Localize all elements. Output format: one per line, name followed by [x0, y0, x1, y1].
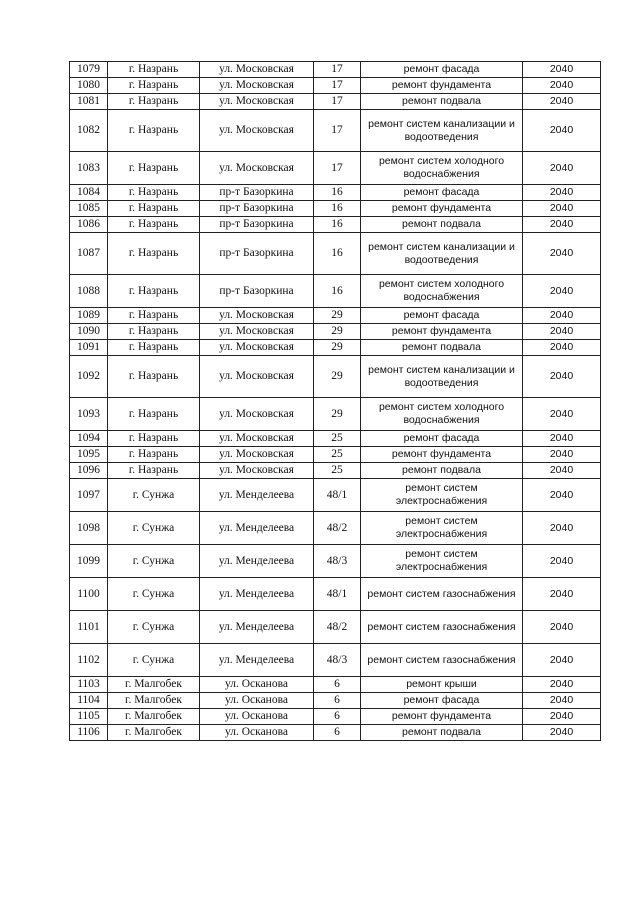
work-type-cell: ремонт систем холодного водоснабжения	[361, 398, 523, 431]
table-row	[70, 78, 601, 94]
table-row	[70, 356, 601, 398]
year-cell: 2040	[523, 611, 601, 644]
street-cell: пр-т Базоркина	[200, 201, 314, 217]
city-cell: г. Назрань	[108, 185, 200, 201]
table-row	[70, 275, 601, 308]
year-cell: 2040	[523, 340, 601, 356]
street-cell: ул. Московская	[200, 447, 314, 463]
house-number-cell: 17	[314, 62, 361, 78]
table-row	[70, 110, 601, 152]
work-type-cell: ремонт подвала	[361, 94, 523, 110]
city-cell: г. Сунжа	[108, 545, 200, 578]
row-number-cell: 1102	[70, 644, 108, 677]
street-cell: ул. Осканова	[200, 693, 314, 709]
street-cell: ул. Осканова	[200, 677, 314, 693]
street-cell: пр-т Базоркина	[200, 185, 314, 201]
house-number-cell: 17	[314, 78, 361, 94]
house-number-cell: 25	[314, 447, 361, 463]
street-cell: ул. Осканова	[200, 725, 314, 741]
year-cell: 2040	[523, 578, 601, 611]
work-type-cell: ремонт подвала	[361, 463, 523, 479]
house-number-cell: 48/1	[314, 479, 361, 512]
city-cell: г. Назрань	[108, 78, 200, 94]
year-cell: 2040	[523, 725, 601, 741]
year-cell: 2040	[523, 693, 601, 709]
table-body	[70, 62, 601, 741]
city-cell: г. Малгобек	[108, 725, 200, 741]
house-number-cell: 16	[314, 185, 361, 201]
street-cell: ул. Менделеева	[200, 545, 314, 578]
house-number-cell: 6	[314, 693, 361, 709]
work-type-cell: ремонт систем холодного водоснабжения	[361, 275, 523, 308]
city-cell: г. Назрань	[108, 94, 200, 110]
street-cell: ул. Московская	[200, 78, 314, 94]
year-cell: 2040	[523, 217, 601, 233]
house-number-cell: 48/2	[314, 611, 361, 644]
city-cell: г. Назрань	[108, 217, 200, 233]
house-number-cell: 17	[314, 94, 361, 110]
work-type-cell: ремонт фундамента	[361, 709, 523, 725]
row-number-cell: 1088	[70, 275, 108, 308]
work-type-cell: ремонт фасада	[361, 62, 523, 78]
year-cell: 2040	[523, 78, 601, 94]
house-number-cell: 6	[314, 677, 361, 693]
table-row	[70, 217, 601, 233]
year-cell: 2040	[523, 110, 601, 152]
year-cell: 2040	[523, 644, 601, 677]
house-number-cell: 6	[314, 725, 361, 741]
city-cell: г. Назрань	[108, 340, 200, 356]
city-cell: г. Назрань	[108, 152, 200, 185]
city-cell: г. Малгобек	[108, 693, 200, 709]
work-type-cell: ремонт систем электроснабжения	[361, 545, 523, 578]
year-cell: 2040	[523, 677, 601, 693]
street-cell: ул. Московская	[200, 356, 314, 398]
city-cell: г. Сунжа	[108, 512, 200, 545]
row-number-cell: 1097	[70, 479, 108, 512]
house-number-cell: 29	[314, 324, 361, 340]
city-cell: г. Сунжа	[108, 479, 200, 512]
work-type-cell: ремонт фасада	[361, 308, 523, 324]
house-number-cell: 29	[314, 398, 361, 431]
work-type-cell: ремонт систем газоснабжения	[361, 611, 523, 644]
house-number-cell: 29	[314, 356, 361, 398]
table-row	[70, 512, 601, 545]
city-cell: г. Назрань	[108, 356, 200, 398]
year-cell: 2040	[523, 233, 601, 275]
table-row	[70, 447, 601, 463]
city-cell: г. Назрань	[108, 324, 200, 340]
table-row	[70, 185, 601, 201]
row-number-cell: 1080	[70, 78, 108, 94]
street-cell: ул. Московская	[200, 152, 314, 185]
row-number-cell: 1083	[70, 152, 108, 185]
street-cell: ул. Московская	[200, 463, 314, 479]
table-row	[70, 677, 601, 693]
table-row	[70, 340, 601, 356]
table-row	[70, 398, 601, 431]
row-number-cell: 1085	[70, 201, 108, 217]
year-cell: 2040	[523, 201, 601, 217]
street-cell: ул. Московская	[200, 94, 314, 110]
work-type-cell: ремонт фасада	[361, 431, 523, 447]
work-type-cell: ремонт крыши	[361, 677, 523, 693]
house-number-cell: 48/3	[314, 545, 361, 578]
table-row	[70, 545, 601, 578]
house-number-cell: 48/1	[314, 578, 361, 611]
work-type-cell: ремонт фасада	[361, 693, 523, 709]
row-number-cell: 1092	[70, 356, 108, 398]
year-cell: 2040	[523, 709, 601, 725]
work-type-cell: ремонт систем электроснабжения	[361, 512, 523, 545]
row-number-cell: 1093	[70, 398, 108, 431]
house-number-cell: 29	[314, 308, 361, 324]
house-number-cell: 16	[314, 233, 361, 275]
table-row	[70, 479, 601, 512]
row-number-cell: 1081	[70, 94, 108, 110]
row-number-cell: 1100	[70, 578, 108, 611]
street-cell: ул. Московская	[200, 62, 314, 78]
house-number-cell: 16	[314, 201, 361, 217]
table-row	[70, 431, 601, 447]
table-row	[70, 233, 601, 275]
year-cell: 2040	[523, 398, 601, 431]
row-number-cell: 1094	[70, 431, 108, 447]
table-row	[70, 201, 601, 217]
city-cell: г. Сунжа	[108, 611, 200, 644]
work-type-cell: ремонт систем газоснабжения	[361, 644, 523, 677]
street-cell: пр-т Базоркина	[200, 217, 314, 233]
city-cell: г. Назрань	[108, 463, 200, 479]
row-number-cell: 1095	[70, 447, 108, 463]
street-cell: ул. Менделеева	[200, 512, 314, 545]
year-cell: 2040	[523, 324, 601, 340]
table-row	[70, 152, 601, 185]
city-cell: г. Назрань	[108, 275, 200, 308]
city-cell: г. Назрань	[108, 110, 200, 152]
row-number-cell: 1079	[70, 62, 108, 78]
table-row	[70, 94, 601, 110]
city-cell: г. Назрань	[108, 233, 200, 275]
house-number-cell: 17	[314, 152, 361, 185]
street-cell: ул. Московская	[200, 308, 314, 324]
row-number-cell: 1101	[70, 611, 108, 644]
repair-schedule-table	[69, 61, 601, 741]
year-cell: 2040	[523, 447, 601, 463]
house-number-cell: 25	[314, 463, 361, 479]
year-cell: 2040	[523, 512, 601, 545]
year-cell: 2040	[523, 545, 601, 578]
row-number-cell: 1106	[70, 725, 108, 741]
house-number-cell: 17	[314, 110, 361, 152]
street-cell: ул. Московская	[200, 324, 314, 340]
house-number-cell: 16	[314, 275, 361, 308]
street-cell: ул. Осканова	[200, 709, 314, 725]
work-type-cell: ремонт фундамента	[361, 201, 523, 217]
city-cell: г. Сунжа	[108, 578, 200, 611]
house-number-cell: 48/2	[314, 512, 361, 545]
table-row	[70, 62, 601, 78]
row-number-cell: 1096	[70, 463, 108, 479]
table-row	[70, 308, 601, 324]
work-type-cell: ремонт фундамента	[361, 78, 523, 94]
row-number-cell: 1105	[70, 709, 108, 725]
row-number-cell: 1089	[70, 308, 108, 324]
row-number-cell: 1104	[70, 693, 108, 709]
table-row	[70, 324, 601, 340]
table-row	[70, 725, 601, 741]
city-cell: г. Сунжа	[108, 644, 200, 677]
table-row	[70, 693, 601, 709]
row-number-cell: 1103	[70, 677, 108, 693]
street-cell: пр-т Базоркина	[200, 275, 314, 308]
year-cell: 2040	[523, 62, 601, 78]
work-type-cell: ремонт систем холодного водоснабжения	[361, 152, 523, 185]
work-type-cell: ремонт фасада	[361, 185, 523, 201]
street-cell: ул. Московская	[200, 431, 314, 447]
city-cell: г. Малгобек	[108, 677, 200, 693]
year-cell: 2040	[523, 463, 601, 479]
row-number-cell: 1090	[70, 324, 108, 340]
row-number-cell: 1084	[70, 185, 108, 201]
city-cell: г. Назрань	[108, 398, 200, 431]
street-cell: ул. Менделеева	[200, 578, 314, 611]
work-type-cell: ремонт фундамента	[361, 447, 523, 463]
year-cell: 2040	[523, 479, 601, 512]
row-number-cell: 1099	[70, 545, 108, 578]
table-row	[70, 578, 601, 611]
year-cell: 2040	[523, 308, 601, 324]
work-type-cell: ремонт фундамента	[361, 324, 523, 340]
work-type-cell: ремонт систем газоснабжения	[361, 578, 523, 611]
year-cell: 2040	[523, 275, 601, 308]
city-cell: г. Назрань	[108, 308, 200, 324]
table-row	[70, 709, 601, 725]
row-number-cell: 1091	[70, 340, 108, 356]
house-number-cell: 29	[314, 340, 361, 356]
house-number-cell: 48/3	[314, 644, 361, 677]
street-cell: ул. Московская	[200, 398, 314, 431]
year-cell: 2040	[523, 152, 601, 185]
year-cell: 2040	[523, 94, 601, 110]
year-cell: 2040	[523, 431, 601, 447]
row-number-cell: 1082	[70, 110, 108, 152]
row-number-cell: 1086	[70, 217, 108, 233]
year-cell: 2040	[523, 356, 601, 398]
street-cell: пр-т Базоркина	[200, 233, 314, 275]
work-type-cell: ремонт подвала	[361, 725, 523, 741]
street-cell: ул. Менделеева	[200, 479, 314, 512]
house-number-cell: 6	[314, 709, 361, 725]
work-type-cell: ремонт подвала	[361, 217, 523, 233]
street-cell: ул. Московская	[200, 340, 314, 356]
table-row	[70, 611, 601, 644]
row-number-cell: 1098	[70, 512, 108, 545]
street-cell: ул. Московская	[200, 110, 314, 152]
work-type-cell: ремонт систем канализации и водоотведения	[361, 233, 523, 275]
table-row	[70, 644, 601, 677]
city-cell: г. Назрань	[108, 201, 200, 217]
table-row	[70, 463, 601, 479]
street-cell: ул. Менделеева	[200, 611, 314, 644]
work-type-cell: ремонт систем электроснабжения	[361, 479, 523, 512]
work-type-cell: ремонт систем канализации и водоотведения	[361, 356, 523, 398]
work-type-cell: ремонт систем канализации и водоотведения	[361, 110, 523, 152]
city-cell: г. Малгобек	[108, 709, 200, 725]
work-type-cell: ремонт подвала	[361, 340, 523, 356]
row-number-cell: 1087	[70, 233, 108, 275]
house-number-cell: 16	[314, 217, 361, 233]
city-cell: г. Назрань	[108, 431, 200, 447]
house-number-cell: 25	[314, 431, 361, 447]
street-cell: ул. Менделеева	[200, 644, 314, 677]
year-cell: 2040	[523, 185, 601, 201]
city-cell: г. Назрань	[108, 62, 200, 78]
city-cell: г. Назрань	[108, 447, 200, 463]
